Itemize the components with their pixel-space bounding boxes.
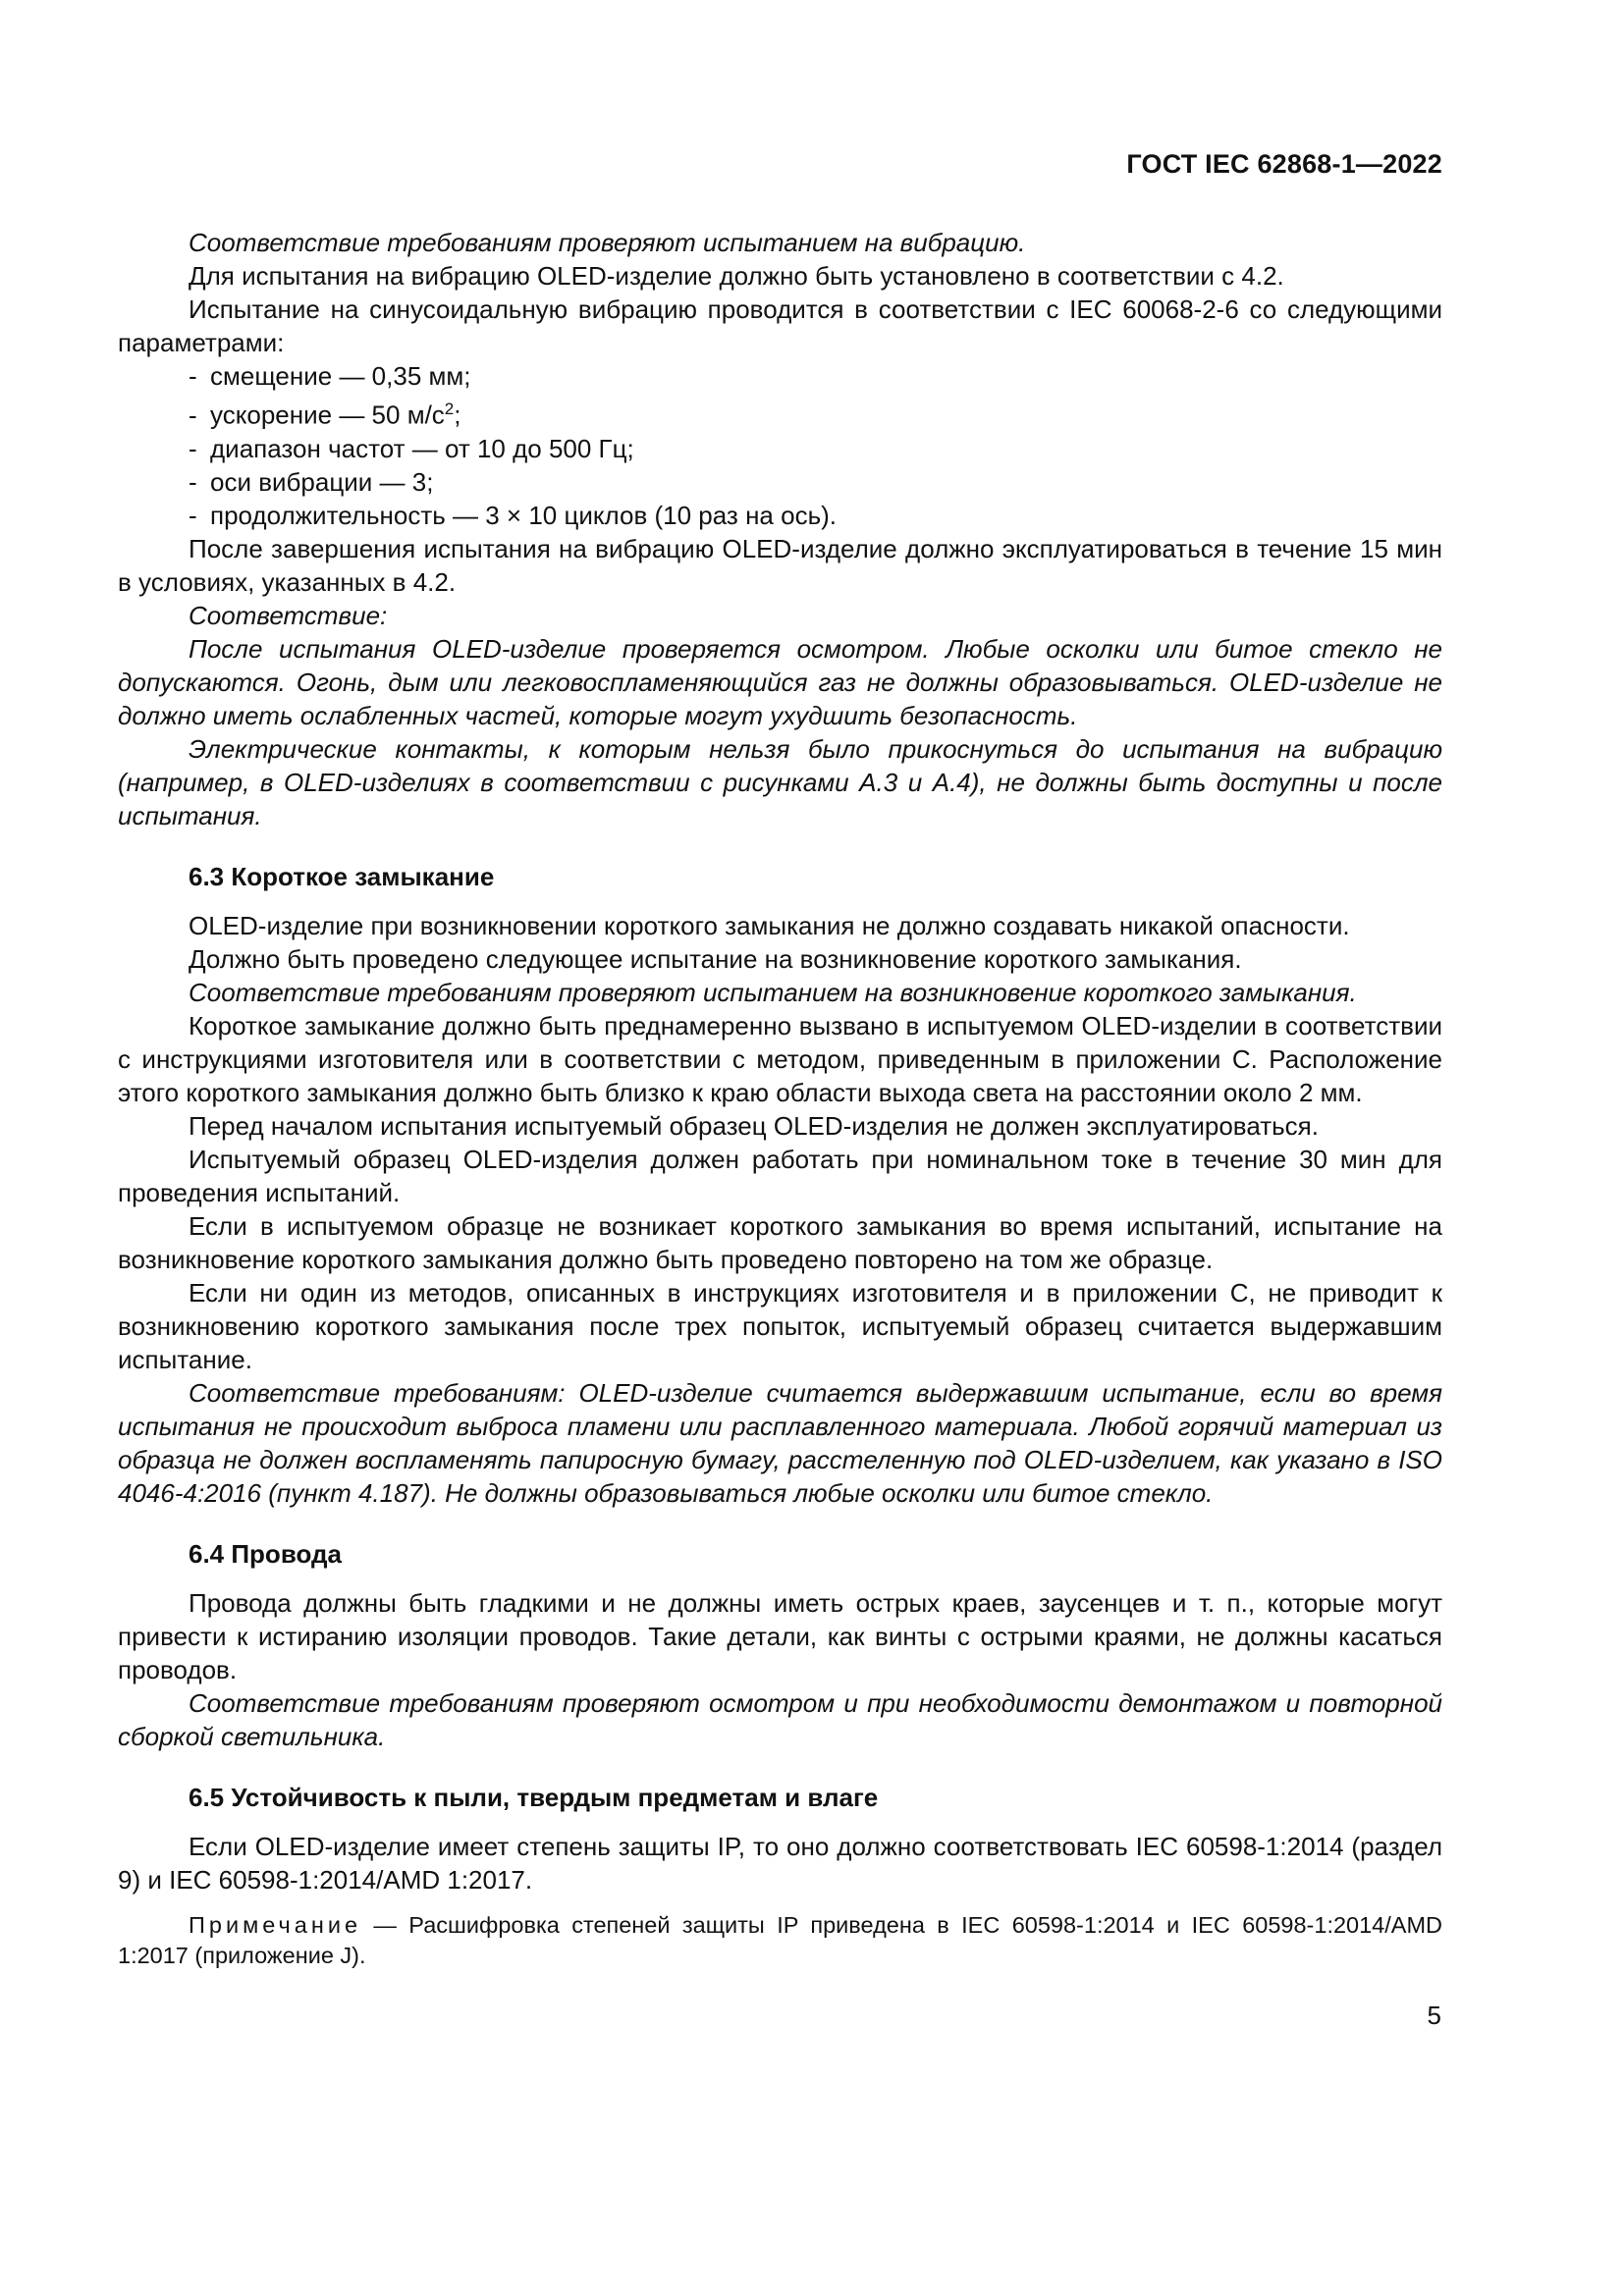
paragraph: После завершения испытания на вибрацию OLED-изделие должно эксплуатироваться в течение 15 мин в условиях, указанных в 4.2. (118, 533, 1442, 597)
paragraph: Перед началом испытания испытуемый образец OLED-изделия не должен эксплуатироваться. (189, 1110, 1319, 1141)
list-item (118, 465, 1442, 499)
paragraph: Если в испытуемом образце не возникает короткого замыкания во время испытаний, испытание на возникновение короткого замыкания должно быть проведено повторено на том же образце. (118, 1210, 1442, 1274)
section-heading: 6.3 Короткое замыкание (189, 861, 495, 891)
paragraph: Если OLED-изделие имеет степень защиты IP, то оно должно соответствовать IEC 60598-1:2014 (раздел 9) и IEC 60598-1:2014/AMD 1:2017. (118, 1831, 1442, 1895)
paragraph: После испытания OLED-изделие проверяется осмотром. Любые осколки или битое стекло не допускаются. Огонь, дым или легковоспламеняющийся газ не должны образовываться. OLED-изделие не должно иметь ослабленных частей, которые могут ухудшить безопасность. (118, 633, 1442, 730)
list-item-tail: ; (454, 400, 461, 430)
list-item-text: смещение — 0,35 мм; (210, 361, 471, 391)
superscript: 2 (444, 400, 455, 418)
document-header: ГОСТ IEC 62868-1—2022 (1126, 149, 1442, 179)
list-item (118, 359, 1442, 393)
paragraph: Если ни один из методов, описанных в инструкциях изготовителя и в приложении С, не приводит к возникновению короткого замыкания после трех попыток, испытуемый образец считается выдержавшим испытание. (118, 1277, 1442, 1374)
paragraph: Короткое замыкание должно быть преднамеренно вызвано в испытуемом OLED-изделии в соответствии с инструкциями изготовителя или в соответствии с методом, приведенным в приложении С. Расположение этого короткого замыкания должно быть близко к краю области выхода света на расстоянии около 2 мм. (118, 1010, 1442, 1107)
list-item (118, 499, 1442, 532)
paragraph: Соответствие требованиям проверяют осмотром и при необходимости демонтажом и повторной сборкой светильника. (118, 1687, 1442, 1751)
paragraph: Соответствие: (189, 600, 388, 630)
paragraph: Для испытания на вибрацию OLED-изделие должно быть установлено в соответствии с 4.2. (189, 261, 1284, 291)
list-marker: - (189, 433, 197, 463)
paragraph: Соответствие требованиям: OLED-изделие считается выдержавшим испытание, если во время испытания не происходит выброса пламени или расплавленного материала. Любой горячий материал из образца не должен воспламенять папиросную бумагу, расстеленную под OLED-изделием, как указано в ISO 4046-4:2016 (пункт 4.187). Не должны образовываться любые осколки или битое стекло. (118, 1377, 1442, 1508)
page-number: 5 (1427, 2001, 1441, 2030)
paragraph: Электрические контакты, к которым нельзя было прикоснуться до испытания на вибрацию (например, в OLED-изделиях в соответствии с рисунками A.3 и A.4), не должны быть доступны и после испытания. (118, 733, 1442, 830)
paragraph: Соответствие требованиям проверяют испытанием на вибрацию. (189, 228, 1026, 257)
list-marker: - (189, 361, 197, 391)
list-item-text: оси вибрации — 3; (210, 466, 434, 497)
list-item-text: диапазон частот — от 10 до 500 Гц; (210, 433, 634, 463)
document-body (118, 226, 1442, 1971)
paragraph: Провода должны быть гладкими и не должны иметь острых краев, заусенцев и т. п., которые могут привести к истиранию изоляции проводов. Такие детали, как винты с острыми краями, не должны касаться проводов. (118, 1587, 1442, 1684)
list-marker: - (189, 400, 197, 430)
list-item (118, 432, 1442, 465)
list-item (118, 393, 1442, 432)
paragraph: Испытание на синусоидальную вибрацию проводится в соответствии с IEC 60068-2-6 со следующими параметрами: (118, 294, 1442, 357)
note-text: — Расшифровка степеней защиты IP приведена в IEC 60598-1:2014 и IEC 60598-1:2014/AMD 1:2017 (приложение J). (118, 1911, 1442, 1968)
list-marker: - (189, 500, 197, 530)
section-heading: 6.5 Устойчивость к пыли, твердым предметам и влаге (189, 1782, 879, 1812)
paragraph: Испытуемый образец OLED-изделия должен работать при номинальном токе в течение 30 мин для проведения испытаний. (118, 1144, 1442, 1207)
note (118, 1910, 1442, 1971)
list-item-text: ускорение — 50 м/с (210, 400, 445, 430)
paragraph: Должно быть проведено следующее испытание на возникновение короткого замыкания. (189, 943, 1242, 974)
paragraph: OLED-изделие при возникновении короткого замыкания не должно создавать никакой опасности. (189, 910, 1350, 940)
list-marker: - (189, 466, 197, 497)
paragraph: Соответствие требованиям проверяют испытанием на возникновение короткого замыкания. (189, 977, 1357, 1007)
list-item-text: продолжительность — 3 × 10 циклов (10 раз на ось). (210, 500, 838, 530)
section-heading: 6.4 Провода (189, 1538, 342, 1569)
note-label: Примечание (189, 1911, 362, 1938)
